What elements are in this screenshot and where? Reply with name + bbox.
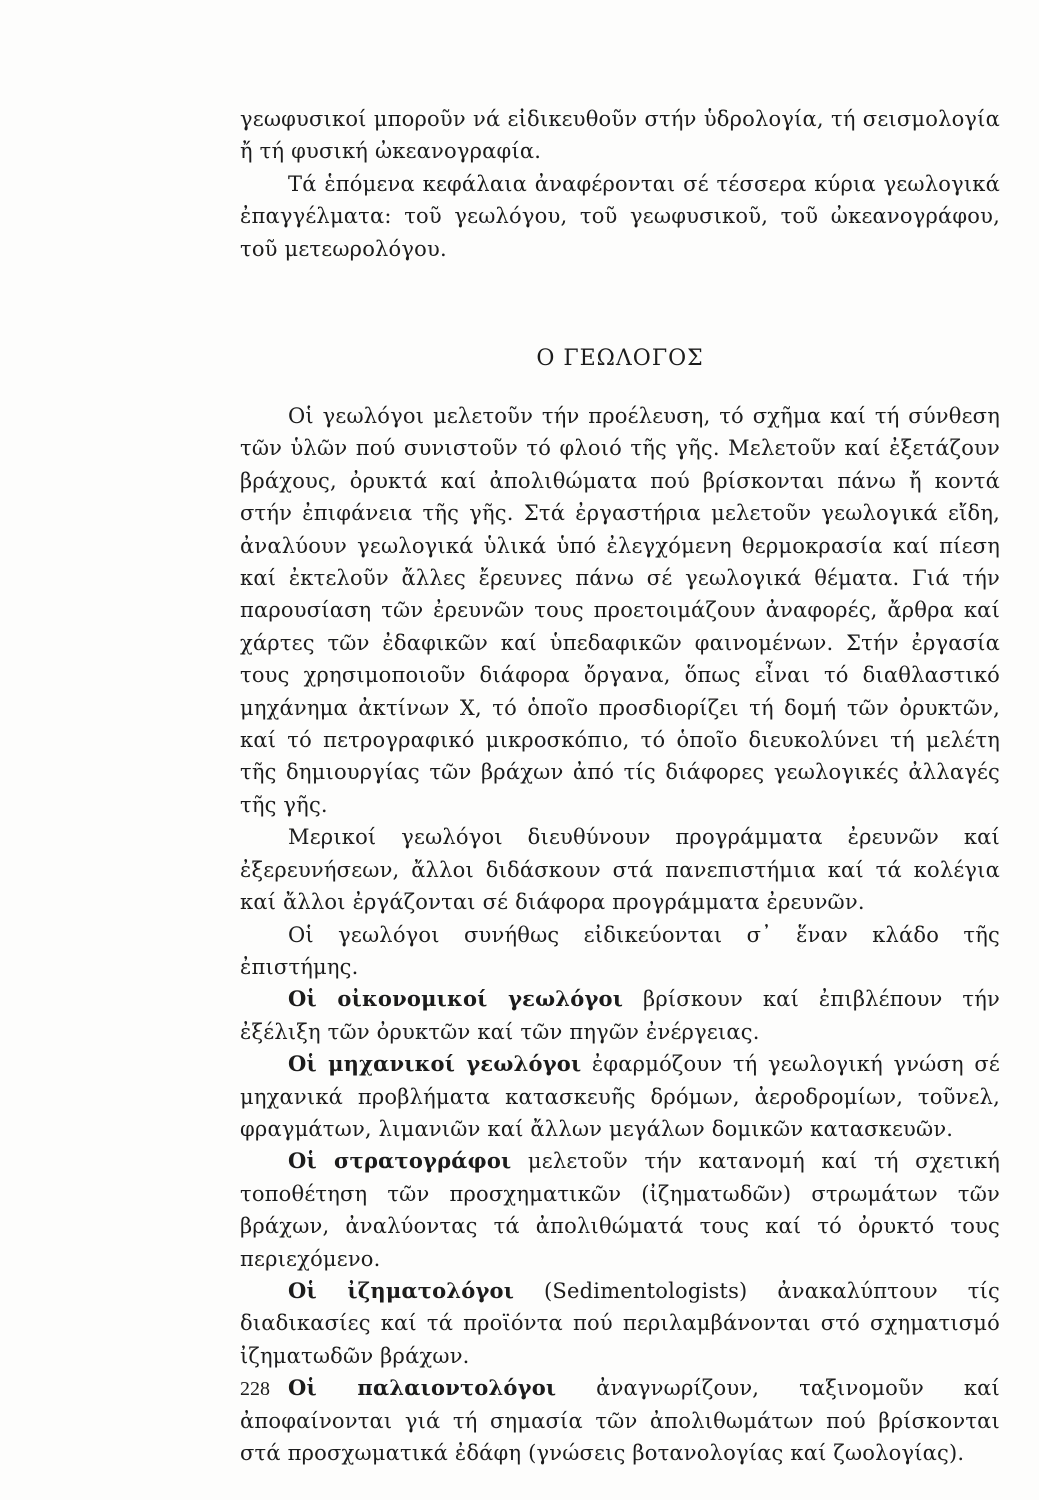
specialty-text: (Sedimentologists) ἀνακαλύπτουν τίς διαδικασίες καί τά προϊόντα πού περιλαμβάνονται στό σχηματισμό ἰζηματωδῶν βράχων. bbox=[240, 1278, 1000, 1368]
specialty-paragraph-paleontologists bbox=[240, 1372, 1000, 1469]
intro-paragraph-continued: γεωφυσικοί μποροῦν νά εἰδικευθοῦν στήν ὑδρολογία, τή σεισμολογία ἤ τή φυσική ὠκεανογραφία. bbox=[240, 107, 1000, 164]
specialty-paragraph-economic bbox=[240, 983, 1000, 1048]
specialty-paragraph-engineering bbox=[240, 1048, 1000, 1145]
specialty-text: μελετοῦν τήν κατανομή καί τή σχετική τοποθέτηση τῶν προσχηματικῶν (ἰζηματωδῶν) στρωμάτων τῶν βράχων, ἀναλύοντας τά ἀπολιθώματά τους καί τό ὀρυκτό τους περιεχόμενο. bbox=[240, 1149, 1000, 1271]
specialty-term: Οἱ παλαιοντολόγοι bbox=[288, 1375, 557, 1401]
intro-paragraph: Τά ἑπόμενα κεφάλαια ἀναφέρονται σέ τέσσερα κύρια γεωλογικά ἐπαγγέλματα: τοῦ γεωλόγου, τοῦ γεωφυσικοῦ, τοῦ ὠκεανογράφου, τοῦ μετεωρολόγου. bbox=[240, 171, 1000, 261]
body-paragraph-2: Μερικοί γεωλόγοι διευθύνουν προγράμματα ἐρευνῶν καί ἐξερευνήσεων, ἄλλοι διδάσκουν στά πανεπιστήμια καί τά κολέγια καί ἄλλοι ἐργάζονται σέ διάφορα προγράμματα ἐρευνῶν. bbox=[240, 825, 1000, 915]
specialty-paragraph-stratigraphers bbox=[240, 1145, 1000, 1275]
specialty-text: ἀναγνωρίζουν, ταξινομοῦν καί ἀποφαίνονται γιά τή σημασία τῶν ἀπολιθωμάτων πού βρίσκονται στά προσχωματικά ἐδάφη (γνώσεις βοτανολογίας καί ζωολογίας). bbox=[240, 1376, 1000, 1465]
specialty-term: Οἱ ἰζηματολόγοι bbox=[288, 1277, 515, 1303]
specialty-term: Οἱ οἰκονομικοί γεωλόγοι bbox=[288, 986, 624, 1012]
body-paragraph-3: Οἱ γεωλόγοι συνήθως εἰδικεύονται σ᾽ ἕναν κλάδο τῆς ἐπιστήμης. bbox=[240, 922, 1000, 979]
specialty-text: βρίσκουν καί ἐπιβλέπουν τήν ἐξέλιξη τῶν ὀρυκτῶν καί τῶν πηγῶν ἐνέργειας. bbox=[240, 987, 1000, 1044]
specialty-term: Οἱ μηχανικοί γεωλόγοι bbox=[288, 1051, 582, 1077]
section-heading: Ο ΓΕΩΛΟΓΟΣ bbox=[536, 346, 704, 371]
intro-block bbox=[240, 103, 1000, 265]
body-paragraph-1: Οἱ γεωλόγοι μελετοῦν τήν προέλευση, τό σχῆμα καί τή σύνθεση τῶν ὑλῶν πού συνιστοῦν τό φλοιό τῆς γῆς. Μελετοῦν καί ἐξετάζουν βράχους, ὀρυκτά καί ἀπολιθώματα πού βρίσκονται πάνω ἤ κοντά στήν ἐπιφάνεια τῆς γῆς. Στά ἐργαστήρια μελετοῦν γεωλογικά εἴδη, ἀναλύουν γεωλογικά ὑλικά ὑπό ἐλεγχόμενη θερμοκρασία καί πίεση καί ἐκτελοῦν ἄλλες ἔρευνες πάνω σέ γεωλογικά θέματα. Γιά τήν παρουσίαση τῶν ἐρευνῶν τους προετοιμάζουν ἀναφορές, ἄρθρα καί χάρτες τῶν ἐδαφικῶν καί ὑπεδαφικῶν φαινομένων. Στήν ἐργασία τους χρησιμοποιοῦν διάφορα ὄργανα, ὅπως εἶναι τό διαθλαστικό μηχάνημα ἀκτίνων Χ, τό ὁποῖο προσδιορίζει τή δομή τῶν ὀρυκτῶν, καί τό πετρογραφικό μικροσκόπιο, τό ὁποῖο διευκολύνει τή μελέτη τῆς δημιουργίας τῶν βράχων ἀπό τίς διάφορες γεωλογικές ἀλλαγές τῆς γῆς. bbox=[240, 404, 1000, 817]
page-number: 228 bbox=[240, 1378, 270, 1400]
specialty-term: Οἱ στρατογράφοι bbox=[288, 1148, 512, 1174]
specialty-text: ἐφαρμόζουν τή γεωλογική γνώση σέ μηχανικά προβλήματα κατασκευῆς δρόμων, ἀεροδρομίων, τοῦνελ, φραγμάτων, λιμανιῶν καί ἄλλων μεγάλων δομικῶν κατασκευῶν. bbox=[240, 1052, 1000, 1141]
section-body bbox=[240, 400, 1000, 1469]
section-heading-block bbox=[240, 343, 1000, 375]
specialty-paragraph-sedimentologists bbox=[240, 1275, 1000, 1372]
